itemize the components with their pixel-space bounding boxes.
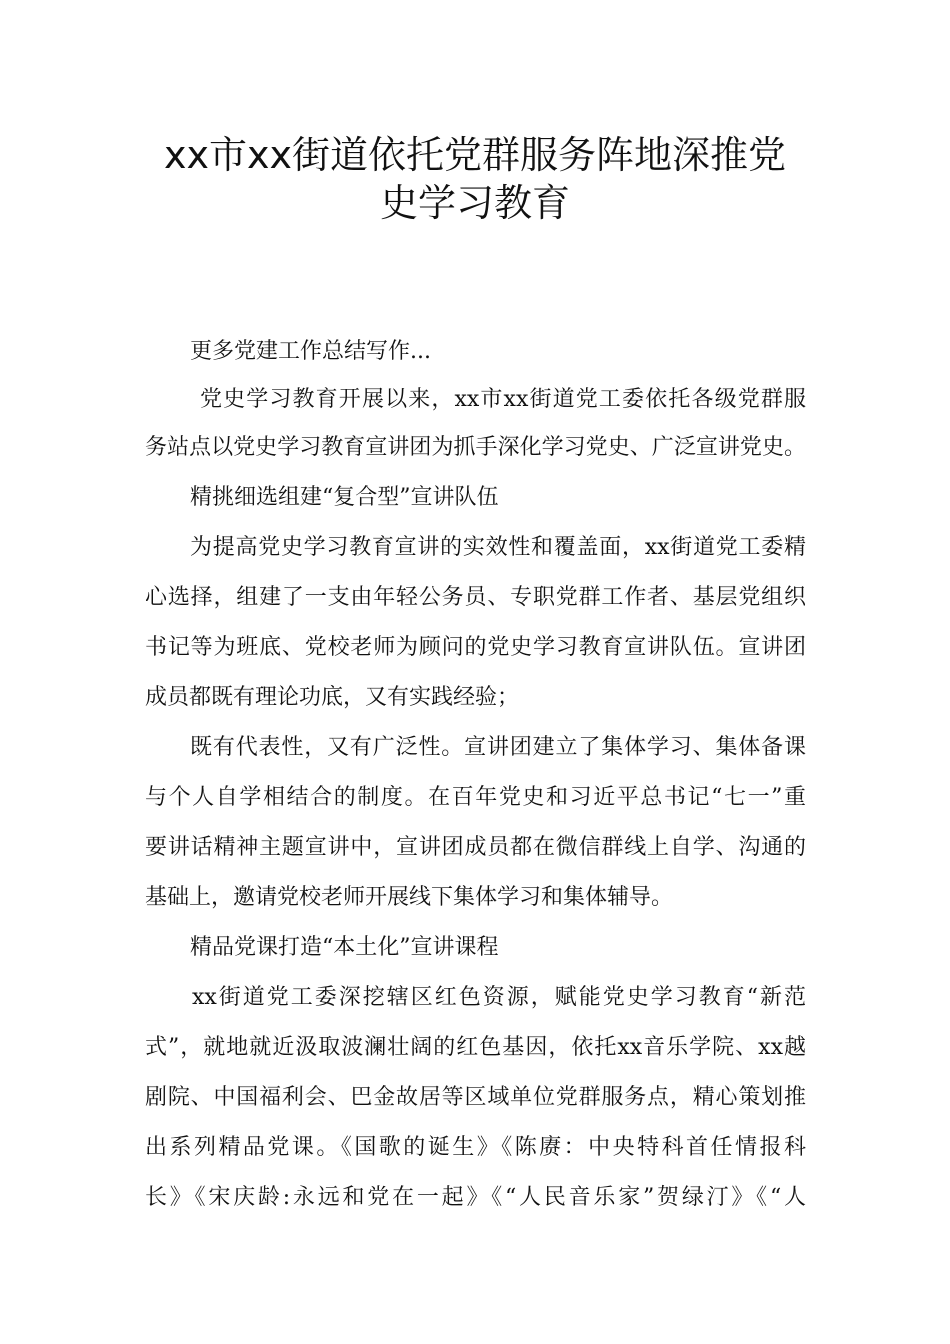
- section-heading: 精品党课打造“本土化”宣讲课程: [190, 935, 499, 960]
- paragraph-line: 既有代表性，又有广泛性。宣讲团建立了集体学习、集体备课: [190, 735, 806, 760]
- paragraph-line: 剧院、中国福利会、巴金故居等区域单位党群服务点，精心策划推: [145, 1085, 806, 1110]
- intro-line: 更多党建工作总结写作...: [190, 339, 431, 364]
- paragraph-line: 式”，就地就近汲取波澜壮阔的红色基因，依托xx音乐学院、xx越: [145, 1035, 806, 1060]
- paragraph-line: 与个人自学相结合的制度。在百年党史和习近平总书记“七一”重: [145, 785, 806, 810]
- paragraph-line: 务站点以党史学习教育宣讲团为抓手深化学习党史、广泛宣讲党史。: [145, 435, 806, 460]
- paragraph-line: 要讲话精神主题宣讲中，宣讲团成员都在微信群线上自学、沟通的: [145, 835, 806, 860]
- paragraph-line: 书记等为班底、党校老师为顾问的党史学习教育宣讲队伍。宣讲团: [145, 635, 806, 660]
- paragraph-line: xx街道党工委深挖辖区红色资源，赋能党史学习教育“新范: [192, 985, 806, 1010]
- paragraph-line: 基础上，邀请党校老师开展线下集体学习和集体辅导。: [145, 885, 674, 910]
- paragraph-line: 心选择，组建了一支由年轻公务员、专职党群工作者、基层党组织: [145, 585, 806, 610]
- document-title-line-1: xx市xx街道依托党群服务阵地深推党: [164, 133, 786, 177]
- section-heading: 精挑细选组建“复合型”宣讲队伍: [190, 485, 499, 510]
- document-title-line-2: 史学习教育: [379, 181, 570, 225]
- paragraph-line: 出系列精品党课。《国歌的诞生》《陈赓：中央特科首任情报科: [145, 1135, 806, 1160]
- paragraph-line: 为提高党史学习教育宣讲的实效性和覆盖面，xx街道党工委精: [190, 535, 806, 560]
- paragraph-line: 党史学习教育开展以来，xx市xx街道党工委依托各级党群服: [200, 387, 806, 412]
- paragraph-line: 长》《宋庆龄:永远和党在一起》《“人民音乐家”贺绿汀》《“人: [145, 1185, 806, 1210]
- paragraph-line: 成员都既有理论功底，又有实践经验；: [145, 685, 520, 710]
